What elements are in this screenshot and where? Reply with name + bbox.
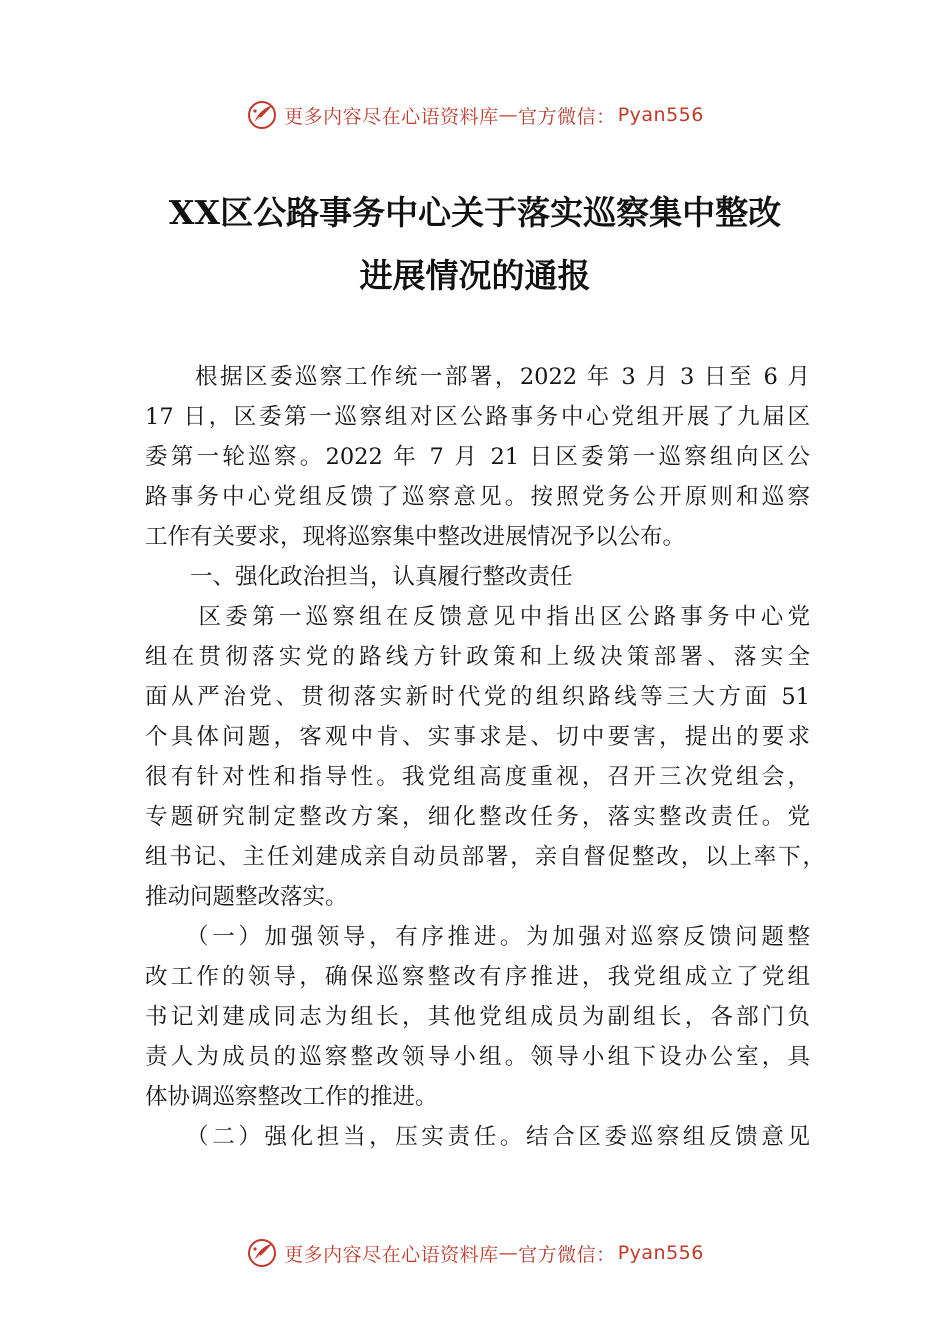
body-line: 组书记、主任刘建成亲自动员部署，亲自督促整改，以上率下，	[145, 844, 825, 870]
body-line: 面从严治党、贯彻落实新时代党的组织路线等三大方面 51	[145, 684, 810, 710]
quill-logo-icon	[246, 1237, 278, 1269]
body-line: 改工作的领导，确保巡察整改有序推进，我党组成立了党组	[145, 964, 810, 990]
body-line: 书记刘建成同志为组长，其他党组成员为副组长，各部门负	[145, 1004, 810, 1030]
body-line: 体协调巡察整改工作的推进。	[145, 1084, 438, 1110]
body-line: 17 日，区委第一巡察组对区公路事务中心党组开展了九届区	[145, 404, 810, 430]
watermark-dash: —	[498, 104, 519, 126]
footer-watermark	[0, 1233, 950, 1273]
body-line: 责人为成员的巡察整改领导小组。领导小组下设办公室，具	[145, 1044, 810, 1070]
body-line: 工作有关要求，现将巡察集中整改进展情况予以公布。	[145, 524, 686, 550]
watermark-brand-text: 更多内容尽在心语资料库	[284, 105, 499, 128]
watermark-brand-text: 更多内容尽在心语资料库	[284, 1243, 499, 1266]
body-line: 根据区委巡察工作统一部署，2022 年 3 月 3 日至 6 月	[145, 364, 810, 390]
watermark-dash: —	[498, 1242, 519, 1264]
body-line: 区委第一巡察组在反馈意见中指出区公路事务中心党	[145, 604, 810, 630]
document-title-line-2: 进展情况的通报	[359, 256, 591, 295]
body-line: 推动问题整改落实。	[145, 884, 348, 910]
header-watermark	[0, 95, 950, 135]
section-heading: 一、强化政治担当，认真履行整改责任	[145, 564, 573, 590]
watermark-wechat-label: 官方微信：	[518, 1243, 616, 1266]
body-line: 委第一轮巡察。2022 年 7 月 21 日区委第一巡察组向区公	[145, 444, 810, 470]
watermark-wechat-handle: Pyan556	[617, 104, 704, 126]
watermark-wechat-label: 官方微信：	[518, 105, 616, 128]
watermark-wechat-handle: Pyan556	[617, 1242, 704, 1264]
body-line: 个具体问题，客观中肯、实事求是、切中要害，提出的要求	[145, 724, 810, 750]
body-line: 专题研究制定整改方案，细化整改任务，落实整改责任。党	[145, 804, 810, 830]
document-title-line-1: XX区公路事务中心关于落实巡察集中整改	[168, 193, 782, 232]
body-line: 路事务中心党组反馈了巡察意见。按照党务公开原则和巡察	[145, 484, 810, 510]
quill-logo-icon	[246, 99, 278, 131]
subsection-line: （二）强化担当，压实责任。结合区委巡察组反馈意见	[145, 1124, 810, 1150]
body-line: 很有针对性和指导性。我党组高度重视，召开三次党组会，	[145, 764, 810, 790]
subsection-line: （一）加强领导，有序推进。为加强对巡察反馈问题整	[145, 924, 810, 950]
body-line: 组在贯彻落实党的路线方针政策和上级决策部署、落实全	[145, 644, 810, 670]
